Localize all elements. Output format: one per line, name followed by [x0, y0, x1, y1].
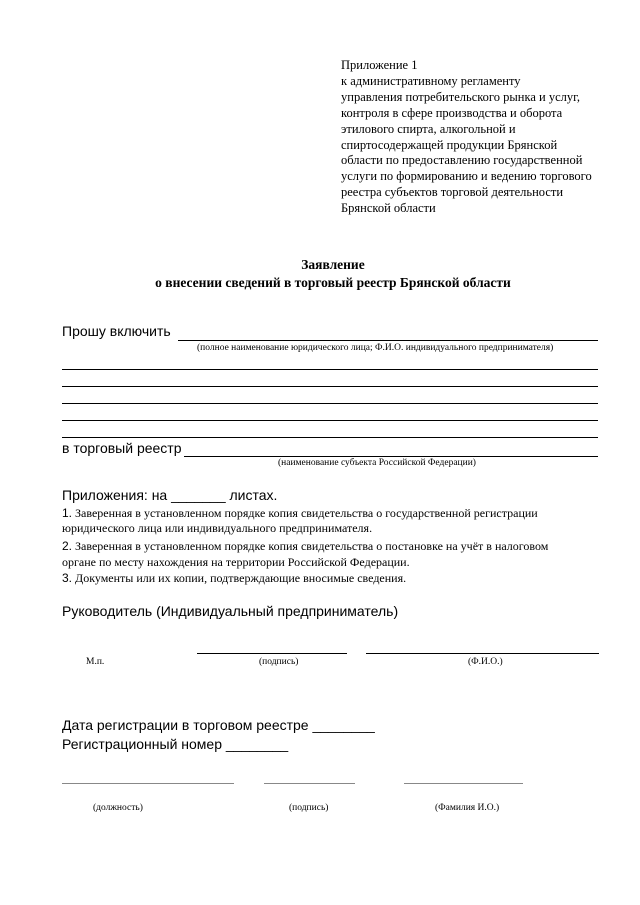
- document-title: Заявление: [301, 257, 365, 272]
- attachment-item-2-continued: органе по месту нахождения на территории Российской Федерации.: [62, 555, 410, 569]
- request-continuation-line[interactable]: [62, 437, 598, 438]
- request-hint: (полное наименование юридического лица; Ф.И.О. индивидуального предпринимателя): [197, 343, 554, 353]
- attachment-text: Документы или их копии, подтверждающие вносимые сведения.: [75, 571, 407, 585]
- appendix-line: этилового спирта, алкогольной и: [341, 121, 516, 136]
- registration-date-row: [62, 717, 375, 733]
- registration-date-label: Дата регистрации в торговом реестре: [62, 717, 309, 733]
- attachment-number: 2.: [62, 539, 73, 553]
- attachment-item-2: [62, 539, 548, 554]
- attachment-item-3: [62, 571, 406, 586]
- attachment-text: Заверенная в установленном порядке копия свидетельства о государственной регистрации: [75, 506, 538, 520]
- position-hint: (должность): [93, 803, 143, 813]
- attachments-suffix: листах.: [229, 487, 278, 503]
- document-subtitle: о внесении сведений в торговый реестр Брянской области: [155, 275, 511, 290]
- appendix-line: контроля в сфере производства и оборота: [341, 105, 563, 120]
- appendix-line: к административному регламенту: [341, 73, 521, 88]
- appendix-line: области по предоставлению государственной: [341, 153, 583, 168]
- footer-name-field[interactable]: [404, 783, 523, 784]
- head-signature-hint: (подпись): [259, 657, 299, 667]
- attachments-heading: [62, 487, 277, 503]
- position-field[interactable]: [62, 783, 234, 784]
- request-label: Прошу включить: [62, 323, 171, 339]
- head-name-hint: (Ф.И.О.): [468, 657, 503, 667]
- registry-hint: (наименование субъекта Российской Федерации): [278, 458, 476, 468]
- appendix-line: услуги по формированию и ведению торгового: [341, 169, 592, 184]
- registration-number-label: Регистрационный номер: [62, 736, 222, 752]
- appendix-line: спиртосодержащей продукции Брянской: [341, 137, 558, 152]
- stamp-label: М.п.: [86, 657, 105, 667]
- head-label: Руководитель (Индивидуальный предприниматель): [62, 603, 399, 619]
- request-continuation-line[interactable]: [62, 420, 598, 421]
- appendix-line: Брянской области: [341, 201, 436, 216]
- appendix-line: Приложение 1: [341, 58, 418, 72]
- request-continuation-line[interactable]: [62, 386, 598, 387]
- attachment-text: Заверенная в установленном порядке копия свидетельства о постановке на учёт в налоговом: [75, 539, 549, 553]
- footer-name-hint: (Фамилия И.О.): [435, 803, 500, 813]
- attachments-prefix: Приложения: на: [62, 487, 168, 503]
- registration-number-field[interactable]: ________: [225, 736, 289, 752]
- request-name-field[interactable]: [178, 340, 598, 341]
- appendix-line: управления потребительского рынка и услуг,: [341, 89, 580, 104]
- request-continuation-line[interactable]: [62, 403, 598, 404]
- attachment-number: 1.: [62, 506, 73, 520]
- registry-region-field[interactable]: [184, 456, 598, 457]
- appendix-line: реестра субъектов торговой деятельности: [341, 185, 564, 200]
- registry-label: в торговый реестр: [62, 440, 182, 456]
- head-name-field[interactable]: [366, 653, 599, 654]
- attachments-sheets-blank[interactable]: _______: [171, 487, 226, 503]
- registration-number-row: [62, 736, 288, 752]
- head-signature-field[interactable]: [197, 653, 347, 654]
- attachment-item-1: [62, 506, 538, 521]
- attachment-number: 3.: [62, 571, 73, 585]
- registration-date-field[interactable]: ________: [312, 717, 375, 733]
- appendix-note: [341, 58, 611, 217]
- attachment-item-1-continued: юридического лица или индивидуального предпринимателя.: [62, 521, 373, 535]
- footer-signature-hint: (подпись): [289, 803, 329, 813]
- footer-signature-field[interactable]: [264, 783, 355, 784]
- request-continuation-line[interactable]: [62, 369, 598, 370]
